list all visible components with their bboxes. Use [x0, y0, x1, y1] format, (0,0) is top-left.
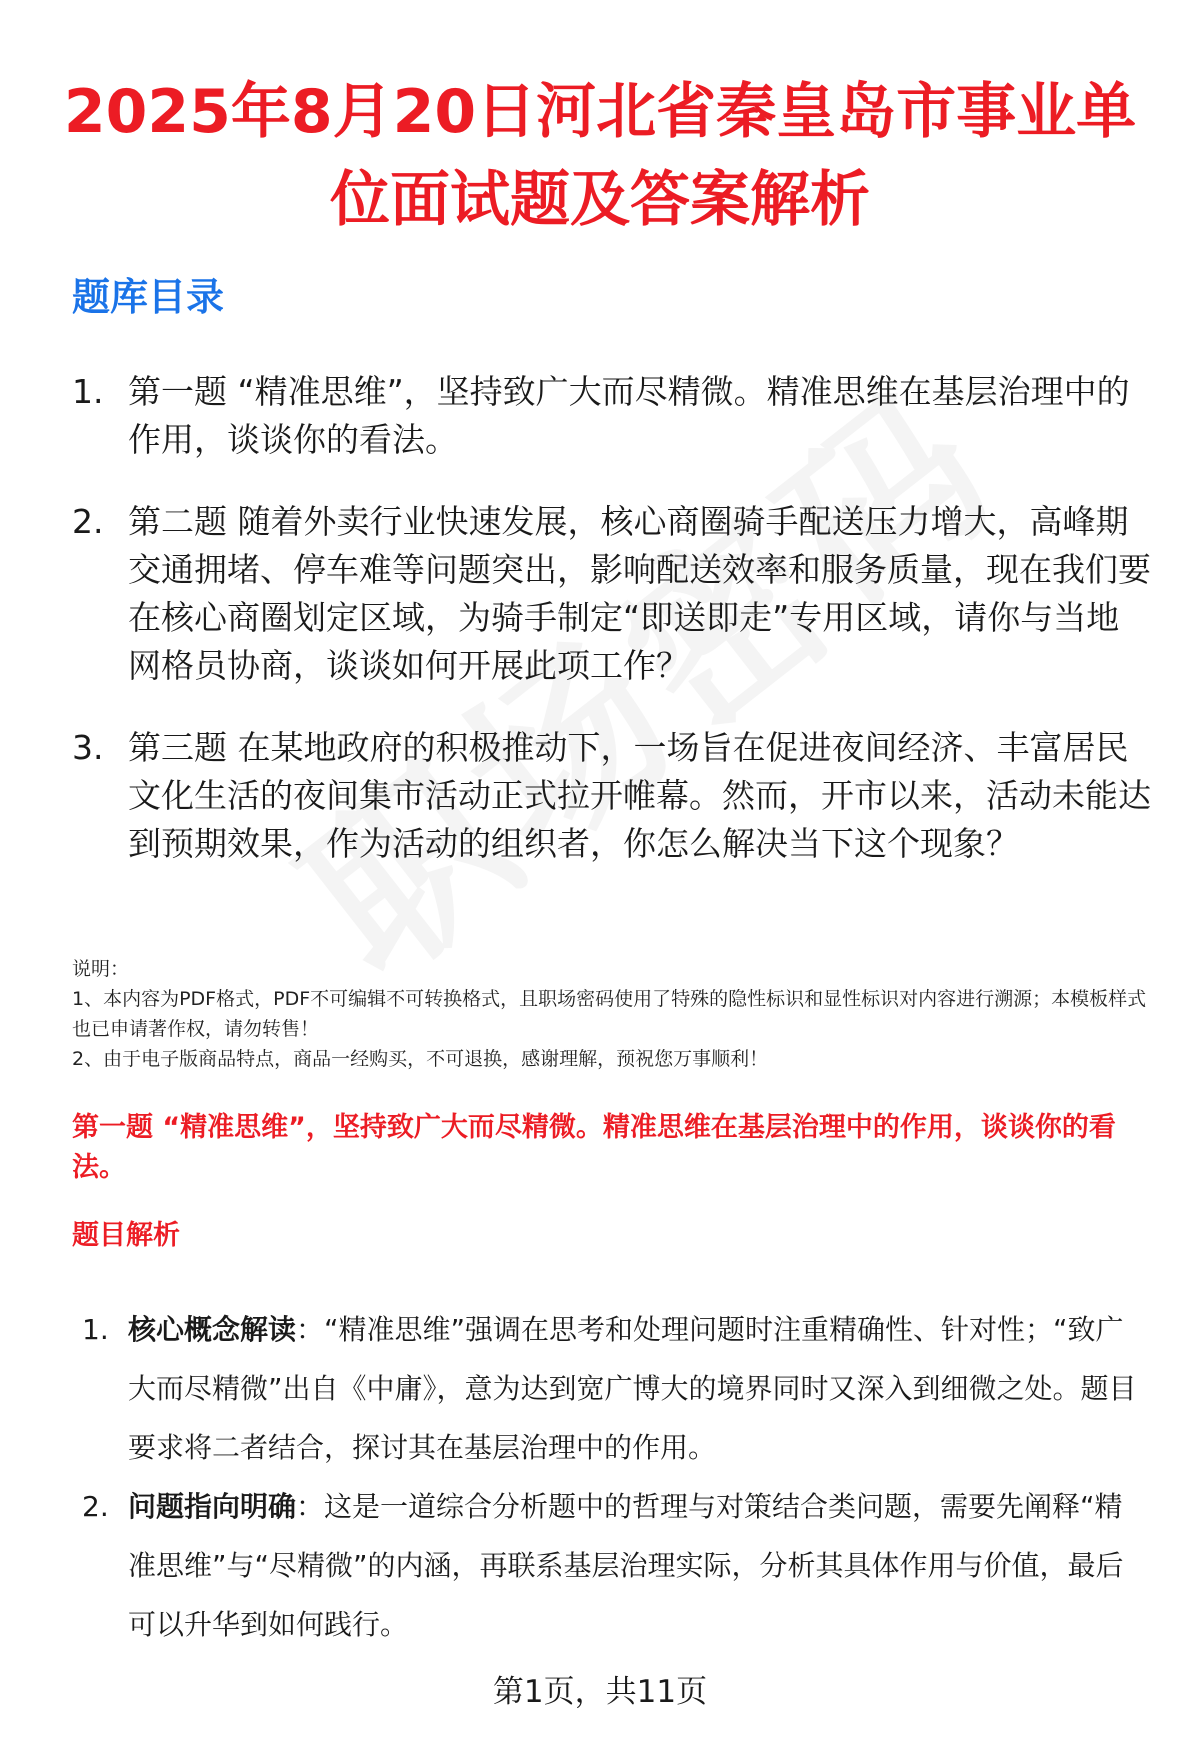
notes-line: 1、本内容为PDF格式，PDF不可编辑不可转换格式，且职场密码使用了特殊的隐性标识和显性标识对内容进行溯源；本模板样式也已申请著作权，请勿转售！ — [72, 988, 1147, 1040]
toc-item[interactable] — [72, 724, 1152, 868]
toc-item-text: 第二题 随着外卖行业快速发展，核心商圈骑手配送压力增大，高峰期交通拥堵、停车难等问题突出，影响配送效率和服务质量，现在我们要在核心商圈划定区域，为骑手制定“即送即走”专用区域，请你与当地网格员协商，谈谈如何开展此项工作？ — [128, 502, 1151, 685]
analysis-item-label: 问题指向明确 — [128, 1490, 297, 1523]
document-title: 2025年8月20日河北省秦皇岛市事业单位面试题及答案解析 — [63, 77, 1137, 235]
toc-item-number: 3. — [72, 728, 104, 767]
question-heading: 第一题 “精准思维”，坚持致广大而尽精微。精准思维在基层治理中的作用，谈谈你的看法。 — [72, 1112, 1116, 1183]
analysis-item-label: 核心概念解读 — [128, 1313, 297, 1346]
notes-line: 2、由于电子版商品特点，商品一经购买，不可退换，感谢理解，预祝您万事顺利！ — [72, 1048, 769, 1070]
analysis-item — [82, 1477, 1142, 1654]
page-number: 第1页，共11页 — [492, 1674, 708, 1710]
toc-list — [72, 368, 1152, 902]
analysis-item-text: ：“精准思维”强调在思考和处理问题时注重精确性、针对性；“致广大而尽精微”出自《中庸》，意为达到宽广博大的境界同时又深入到细微之处。题目要求将二者结合，探讨其在基层治理中的作用。 — [128, 1313, 1137, 1464]
analysis-heading: 题目解析 — [72, 1220, 180, 1251]
analysis-item-number: 2. — [82, 1490, 109, 1523]
toc-item[interactable] — [72, 498, 1152, 690]
toc-item-number: 1. — [72, 372, 104, 411]
notes-label: 说明： — [72, 958, 130, 980]
toc-item[interactable] — [72, 368, 1152, 464]
notes-section — [72, 954, 1162, 1074]
analysis-item — [82, 1300, 1142, 1477]
toc-heading: 题库目录 — [72, 275, 225, 319]
toc-item-number: 2. — [72, 502, 104, 541]
analysis-item-text: ：这是一道综合分析题中的哲理与对策结合类问题，需要先阐释“精准思维”与“尽精微”的内涵，再联系基层治理实际，分析其具体作用与价值，最后可以升华到如何践行。 — [128, 1490, 1124, 1641]
analysis-item-number: 1. — [82, 1313, 109, 1346]
toc-item-text: 第一题 “精准思维”，坚持致广大而尽精微。精准思维在基层治理中的作用，谈谈你的看法。 — [128, 372, 1130, 459]
analysis-list — [82, 1300, 1142, 1654]
toc-item-text: 第三题 在某地政府的积极推动下，一场旨在促进夜间经济、丰富居民文化生活的夜间集市活动正式拉开帷幕。然而，开市以来，活动未能达到预期效果，作为活动的组织者，你怎么解决当下这个现象？ — [128, 728, 1151, 863]
